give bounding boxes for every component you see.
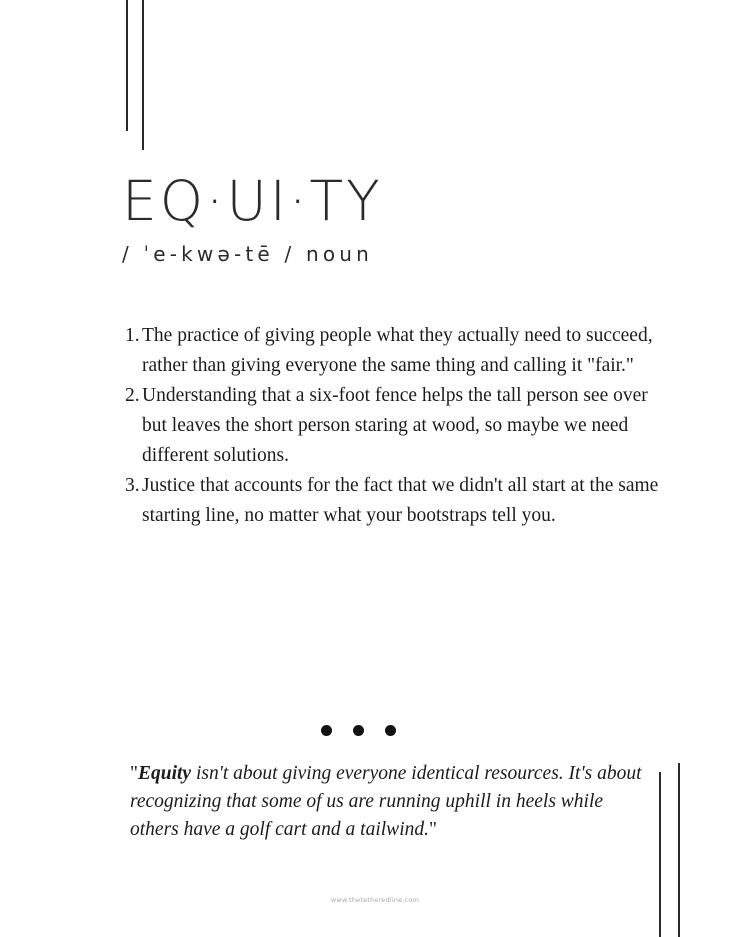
- definition-text: Justice that accounts for the fact that we didn't all start at the same starting line, no matter what your bootstraps tell you.: [142, 475, 659, 526]
- quote-keyword: Equity: [137, 763, 192, 784]
- definition-item: [122, 321, 662, 381]
- dot-icon: [353, 725, 364, 736]
- definition-number: 3.: [125, 475, 140, 496]
- separator-dots: [321, 725, 396, 736]
- definition-text: Understanding that a six-foot fence helps the tall person see over but leaves the short person staring at wood, so maybe we need different solutions.: [142, 385, 648, 466]
- website-footer: www.thetetheredline.com: [330, 896, 420, 904]
- dot-icon: [385, 725, 396, 736]
- definition-number: 2.: [125, 385, 140, 406]
- definition-list: [122, 321, 662, 531]
- definition-item: [122, 471, 662, 531]
- decorative-line-top-left: [126, 0, 128, 131]
- quote-close-mark: ": [428, 819, 437, 840]
- pronunciation: / ˈe-kwə-tē / noun: [122, 242, 374, 266]
- definition-number: 1.: [125, 325, 140, 346]
- definition-item: [122, 381, 662, 471]
- definition-text: The practice of giving people what they actually need to succeed, rather than giving everyone the same thing and calling it "fair.": [142, 325, 653, 376]
- decorative-line-bottom-right: [678, 763, 680, 937]
- dot-icon: [321, 725, 332, 736]
- quote: [130, 760, 650, 844]
- decorative-line-top-right: [142, 0, 144, 150]
- decorative-line-bottom-left: [659, 772, 661, 937]
- word-title: EQ·UI·TY: [122, 169, 383, 233]
- quote-open-mark: ": [130, 763, 138, 784]
- quote-text: isn't about giving everyone identical resources. It's about recognizing that some of us are running uphill in heels while others have a golf cart and a tailwind.: [130, 763, 642, 840]
